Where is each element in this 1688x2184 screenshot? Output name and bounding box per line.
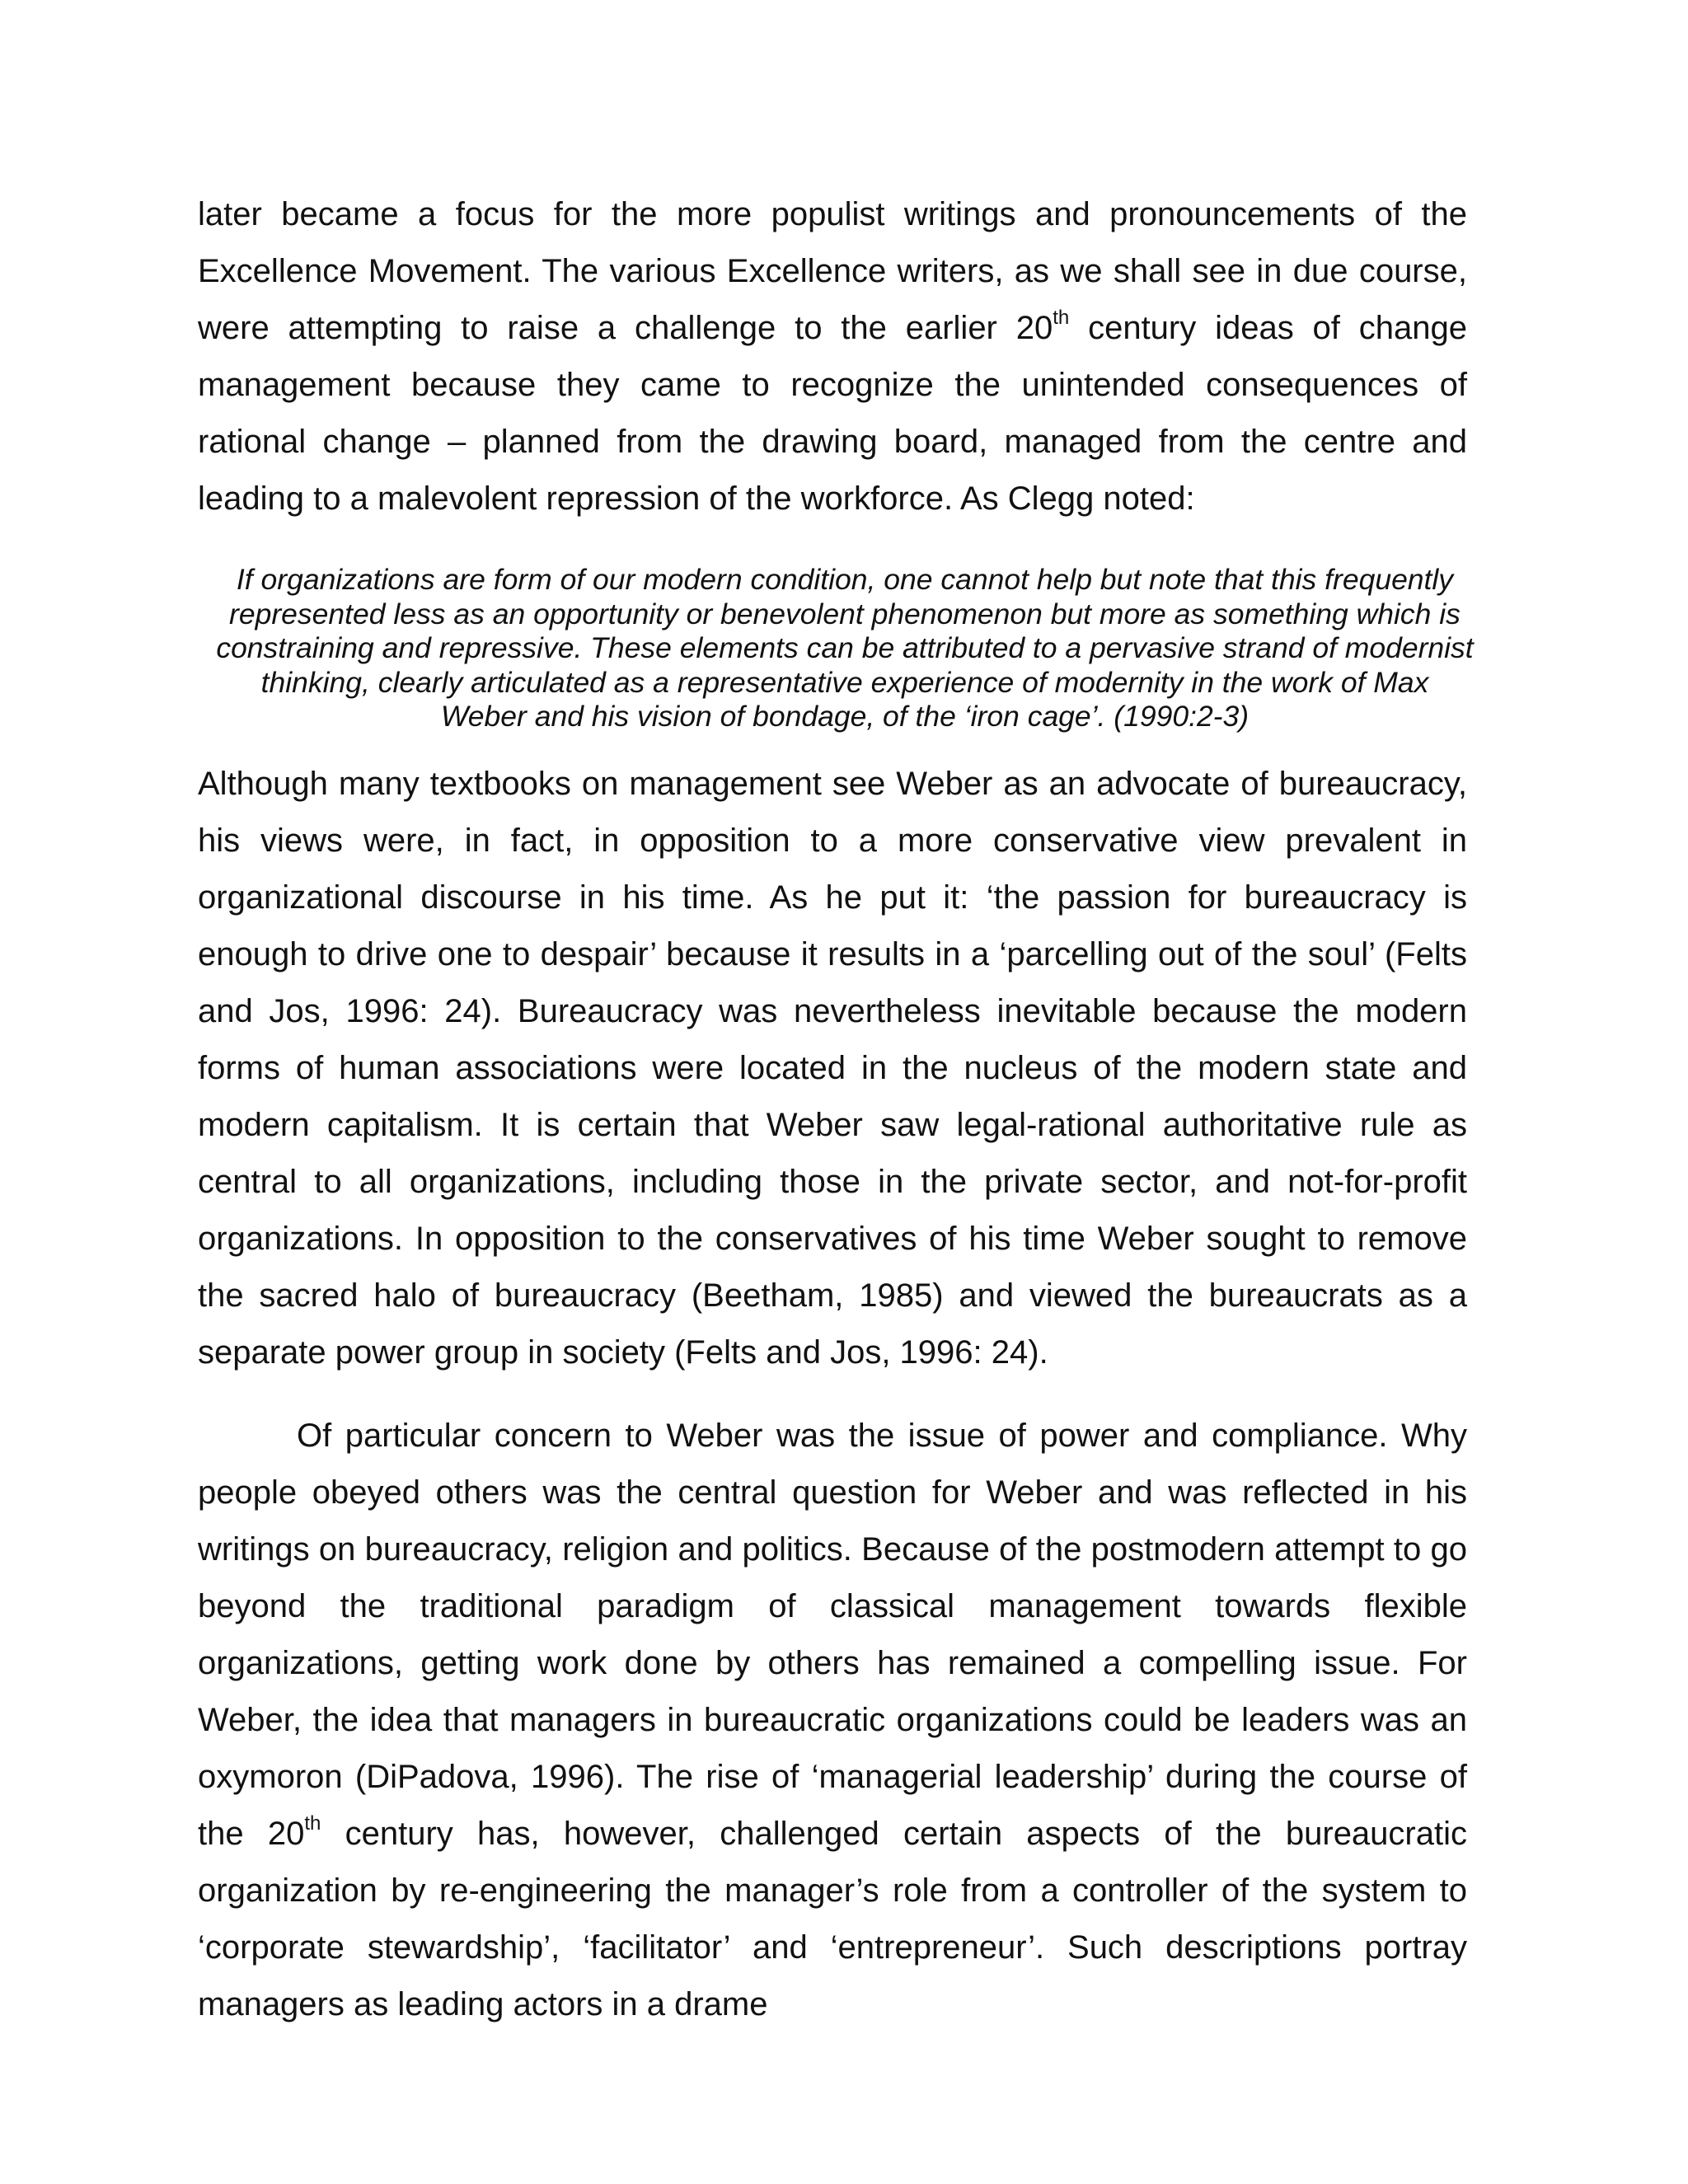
paragraph-1-text-b: century ideas of change management because they came to recognize the unintended consequences of rational change – planned from the drawing board, managed from the centre and leading to a malevolent repression of the workforce. As Clegg noted: — [198, 310, 1467, 517]
superscript-th: th — [1053, 307, 1070, 329]
paragraph-1-text-a: later became a focus for the more populist writings and pronouncements of the Excellence Movement. The various Excellence writers, as we shall see in due course, were attempting to raise a challenge to the earlier 20 — [198, 196, 1467, 346]
paragraph-power-compliance — [198, 1408, 1467, 2033]
paragraph-3-text-a: Of particular concern to Weber was the issue of power and compliance. Why people obeyed others was the central question for Weber and was reflected in his writings on bureaucracy, religion and politics. Because of the postmodern attempt to go beyond the traditional paradigm of classical management towards flexible organizations, getting work done by others has remained a compelling issue. For Weber, the idea that managers in bureaucratic organizations could be leaders was an oxymoron (DiPadova, 1996). The rise of ‘managerial leadership’ during the course of the 20 — [198, 1418, 1467, 1852]
paragraph-3-text-b: century has, however, challenged certain aspects of the bureaucratic organization by re-engineering the manager’s role from a controller of the system to ‘corporate stewardship’, ‘facilitator’ and ‘entrepreneur’. Such descriptions portray managers as leading actors in a drame — [198, 1816, 1467, 2022]
block-quote-clegg: If organizations are form of our modern condition, one cannot help but note that this frequently represented less as an opportunity or benevolent phenomenon but more as something which is constraining and repressive. These elements can be attributed to a pervasive strand of modernist thinking, clearly articulated as a representative experience of modernity in the work of Max Weber and his vision of bondage, of the ‘iron cage’. (1990:2-3) — [216, 563, 1474, 733]
paragraph-excellence-movement — [198, 186, 1467, 527]
paragraph-weber-bureaucracy: Although many textbooks on management see Weber as an advocate of bureaucracy, his views were, in fact, in opposition to a more conservative view prevalent in organizational discourse in his time. As he put it: ‘the passion for bureaucracy is enough to drive one to despair’ because it results in a ‘parcelling out of the soul’ (Felts and Jos, 1996: 24). Bureaucracy was nevertheless inevitable because the modern forms of human associations were located in the nucleus of the modern state and modern capitalism. It is certain that Weber saw legal-rational authoritative rule as central to all organizations, including those in the private sector, and not-for-profit organizations. In opposition to the conservatives of his time Weber sought to remove the sacred halo of bureaucracy (Beetham, 1985) and viewed the bureaucrats as a separate power group in society (Felts and Jos, 1996: 24). — [198, 766, 1467, 1371]
superscript-th: th — [304, 1812, 321, 1835]
